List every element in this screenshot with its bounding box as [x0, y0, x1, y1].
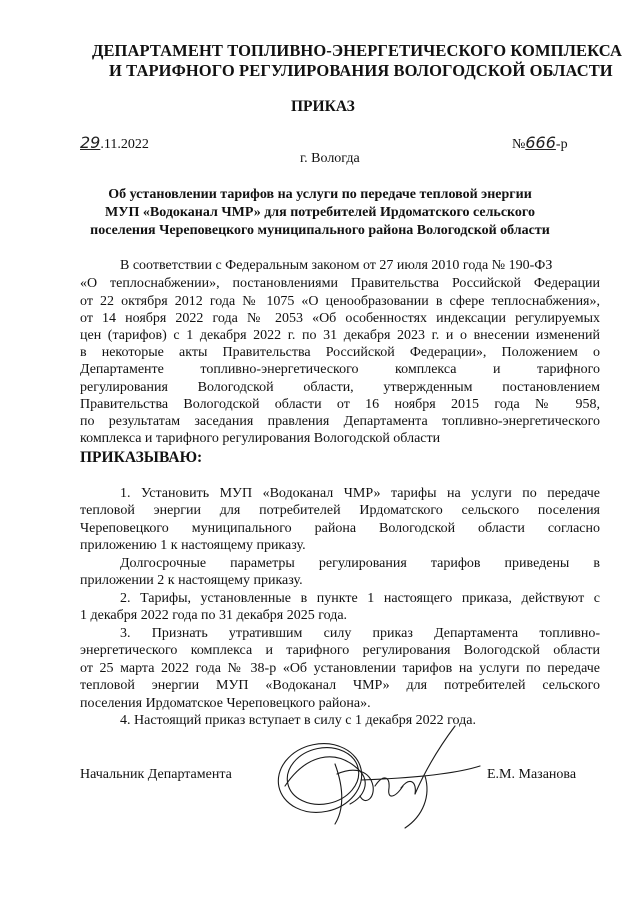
signatory-name: Е.М. Мазанова — [487, 767, 577, 782]
item-line: 2. Тарифы, установленные в пункте 1 настоящего приказа, действуют с — [120, 591, 600, 606]
document-city: г. Вологда — [300, 151, 360, 166]
preamble-line: в некоторые акты Правительства Российской Федерации», Положением о — [80, 345, 600, 360]
item-line: от 25 марта 2022 года № 38-р «Об установлении тарифов на услуги по передаче — [80, 661, 600, 676]
preamble-line: «О теплоснабжении», постановлениями Правительства Российской Федерации — [80, 276, 600, 291]
preamble-line: В соответствии с Федеральным законом от 27 июля 2010 года № 190-ФЗ — [120, 258, 553, 273]
command-prikazyvayu: ПРИКАЗЫВАЮ: — [80, 449, 203, 466]
item-line: Долгосрочные параметры регулирования тарифов приведены в — [120, 556, 600, 571]
item-line: энергетического комплекса и тарифного регулирования Вологодской области — [80, 643, 600, 658]
department-header-line2: И ТАРИФНОГО РЕГУЛИРОВАНИЯ ВОЛОГОДСКОЙ ОБЛАСТИ — [109, 61, 613, 80]
item-line: тепловой энергии МУП «Водоканал ЧМР» для потребителей сельского — [80, 678, 600, 693]
document-type: ПРИКАЗ — [291, 98, 355, 115]
number-suffix: -р — [555, 137, 568, 152]
item-line: приложении 2 к настоящему приказу. — [80, 573, 303, 588]
date-day-handwritten: 29 — [80, 133, 101, 152]
subject-line-1: Об установлении тарифов на услуги по передаче тепловой энергии — [108, 187, 532, 202]
document-date — [80, 133, 149, 153]
preamble-line: Департаменте топливно-энергетического комплекса и тарифного — [80, 362, 600, 377]
signatory-position: Начальник Департамента — [80, 767, 232, 782]
department-header-line1: ДЕПАРТАМЕНТ ТОПЛИВНО-ЭНЕРГЕТИЧЕСКОГО КОМПЛЕКСА — [92, 41, 622, 60]
subject-line-2: МУП «Водоканал ЧМР» для потребителей Ирдоматского сельского — [105, 205, 535, 220]
number-handwritten: 666 — [525, 133, 556, 152]
preamble-line: комплекса и тарифного регулирования Вологодской области — [80, 431, 441, 446]
item-line: тепловой энергии для потребителей Ирдоматского сельского поселения — [80, 503, 600, 518]
item-line: 1. Установить МУП «Водоканал ЧМР» тарифы на услуги по передаче — [120, 486, 600, 501]
preamble-line: регулирования Вологодской области, утвержденным постановлением — [80, 380, 600, 395]
preamble-line: цен (тарифов) с 1 декабря 2022 г. по 31 декабря 2023 г. и о внесении изменений — [80, 328, 600, 343]
item-line: 3. Признать утратившим силу приказ Департамента топливно- — [120, 626, 600, 641]
subject-line-3: поселения Череповецкого муниципального района Вологодской области — [90, 223, 550, 238]
item-line: 4. Настоящий приказ вступает в силу с 1 декабря 2022 года. — [120, 713, 476, 728]
item-line: Череповецкого муниципального района Вологодской области согласно — [80, 521, 600, 536]
preamble-line: по результатам заседания правления Департамента топливно-энергетического — [80, 414, 600, 429]
item-line: приложению 1 к настоящему приказу. — [80, 538, 306, 553]
number-prefix: № — [512, 137, 526, 152]
preamble-line: от 14 ноября 2022 года № 2053 «Об особенностях индексации регулируемых — [80, 311, 600, 326]
item-line: 1 декабря 2022 года по 31 декабря 2025 года. — [80, 608, 348, 623]
item-line: поселения Ирдоматское Череповецкого района». — [80, 696, 371, 711]
preamble-line: от 22 октября 2012 года № 1075 «О ценообразовании в сфере теплоснабжения», — [80, 294, 600, 309]
preamble-line: Правительства Вологодской области от 16 ноября 2015 года № 958, — [80, 397, 600, 412]
document-number — [512, 133, 568, 153]
handwritten-signature — [265, 716, 485, 836]
date-rest: .11.2022 — [100, 137, 149, 152]
